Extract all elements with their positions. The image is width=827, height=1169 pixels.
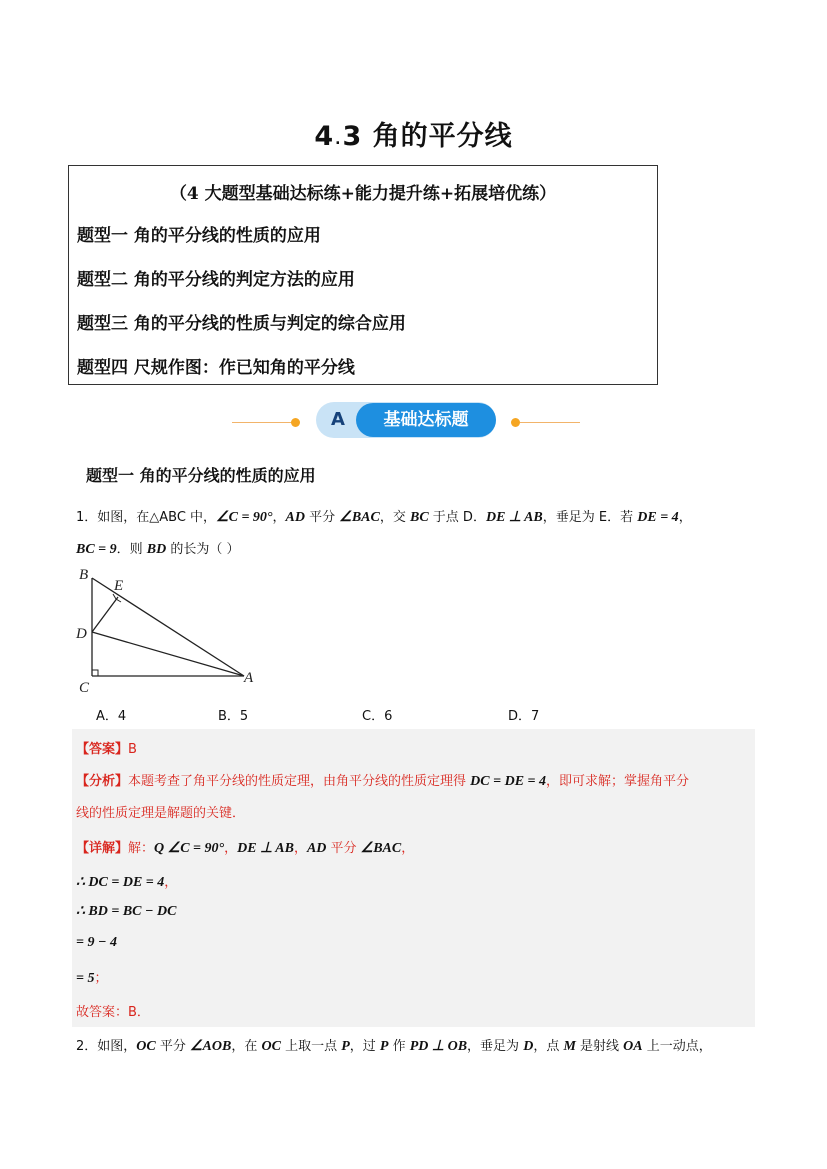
q2-math: PD ⊥ OB (409, 1039, 468, 1054)
option-c[interactable]: C．6 (362, 709, 393, 724)
step-1-math: ∴ DC = DE = 4 (76, 875, 165, 890)
q2-math: ∠AOB (190, 1039, 232, 1054)
banner-line-left (232, 422, 292, 423)
outline-item-3: 题型三 角的平分线的性质与判定的综合应用 (77, 314, 406, 334)
q1-text: ，交 (379, 510, 410, 525)
step-1 (76, 871, 177, 891)
q2-text: ，点 (533, 1039, 564, 1054)
analysis-math: DC = DE = 4 (470, 774, 547, 789)
q1-math: DE ⊥ AB (485, 510, 543, 525)
outline-item-2: 题型二 角的平分线的判定方法的应用 (77, 270, 355, 290)
q2-text: 平分 (155, 1039, 190, 1054)
page-title (0, 114, 827, 153)
banner-line-right (520, 422, 580, 423)
segment-de (92, 597, 118, 632)
label-e: E (114, 578, 124, 594)
step-3 (76, 935, 117, 951)
section-banner (316, 402, 496, 438)
label-c: C (79, 680, 90, 696)
q1-text: ，垂足为 E．若 (542, 510, 638, 525)
q1-math: BC = 9 (76, 542, 117, 557)
detail-text: ， (401, 841, 415, 856)
q1-line2 (76, 538, 240, 558)
banner-dot-left (291, 418, 300, 427)
q2-math: P (341, 1039, 350, 1054)
q2-text: ，在 (231, 1039, 262, 1054)
outline-item-4: 题型四 尺规作图：作已知角的平分线 (77, 358, 355, 378)
conclusion: 故答案：B． (76, 1005, 150, 1020)
q2-math: OA (623, 1039, 643, 1054)
detail-tag: 【详解】 (76, 841, 129, 856)
option-d[interactable]: D．7 (508, 709, 540, 724)
analysis-text: 本题考查了角平分线的性质定理，由角平分线的性质定理得 (128, 774, 471, 789)
banner-letter: A (331, 409, 345, 430)
option-b[interactable]: B．5 (218, 709, 249, 724)
q1-math: ∠C = 90° (216, 510, 273, 525)
label-b: B (79, 567, 89, 583)
detail-text: ， (293, 841, 307, 856)
answer-value: B (128, 742, 137, 757)
q2-line1 (76, 1035, 712, 1055)
analysis-line2: 线的性质定理是解题的关键． (76, 806, 246, 821)
q1-text: 的长为（ ） (166, 542, 240, 557)
q1-line1 (76, 506, 692, 526)
step-4-end: ； (94, 971, 108, 986)
banner-label: 基础达标题 (356, 403, 496, 437)
q2-text: ，垂足为 (467, 1039, 524, 1054)
q1-text: 1．如图，在△ABC 中， (76, 510, 217, 525)
outline-subtitle: （4 大题型基础达标练+能力提升练+拓展培优练） (169, 184, 557, 204)
q2-math: OC (136, 1039, 156, 1054)
label-a: A (244, 670, 254, 686)
q1-text: ， (272, 510, 286, 525)
q2-text: ，过 (349, 1039, 380, 1054)
detail-text: ， (224, 841, 238, 856)
answer-line (76, 738, 137, 757)
detail-math: DE ⊥ AB (237, 841, 294, 856)
outline-item-1: 题型一 角的平分线的性质的应用 (77, 226, 321, 246)
title-number-b: 3 (342, 121, 363, 152)
detail-math: Q ∠C = 90° (154, 841, 225, 856)
title-dot: . (335, 132, 342, 148)
step-4 (76, 967, 108, 987)
q2-text: 是射线 (575, 1039, 624, 1054)
q2-math: P (379, 1039, 389, 1054)
analysis-tag: 【分析】 (76, 774, 129, 789)
answer-tag: 【答案】 (76, 742, 129, 757)
banner-dot-right (511, 418, 520, 427)
right-angle-c (92, 670, 98, 676)
q2-text: 作 (388, 1039, 410, 1054)
title-number-a: 4 (314, 121, 335, 152)
step-2-math: ∴ BD = BC − DC (76, 904, 177, 919)
label-d: D (76, 626, 87, 642)
analysis-line1 (76, 770, 689, 790)
q2-text: 上一动点， (642, 1039, 712, 1054)
option-a[interactable]: A．4 (96, 709, 127, 724)
section-title: 题型一 角的平分线的性质的应用 (86, 466, 316, 485)
outline-box (68, 165, 658, 385)
segment-da (92, 632, 244, 676)
q1-math: ∠BAC (339, 510, 380, 525)
q2-math: D (523, 1039, 534, 1054)
q1-math: BC (409, 510, 429, 525)
detail-text: 解： (128, 841, 155, 856)
detail-line (76, 837, 414, 857)
step-4-math: = 5 (76, 971, 95, 986)
q1-math: BD (146, 542, 167, 557)
detail-math: AD (306, 841, 327, 856)
detail-math: ∠BAC (360, 841, 402, 856)
step-3-math: = 9 − 4 (76, 935, 117, 950)
analysis-text: ，即可求解；掌握角平分 (546, 774, 690, 789)
q1-text: 平分 (305, 510, 340, 525)
q1-math: DE = 4 (637, 510, 679, 525)
step-1-end: ， (164, 875, 178, 890)
q1-math: AD (285, 510, 305, 525)
q2-text: 2．如图， (76, 1039, 137, 1054)
q2-math: M (563, 1039, 576, 1054)
detail-text: 平分 (326, 841, 361, 856)
q2-text: 上取一点 (280, 1039, 342, 1054)
step-2 (76, 903, 176, 920)
q1-text: ．则 (116, 542, 147, 557)
q1-text: ， (678, 510, 692, 525)
title-text: 角的平分线 (372, 121, 513, 152)
triangle-figure (70, 562, 270, 697)
q2-math: OC (261, 1039, 281, 1054)
q1-text: 于点 D． (428, 510, 486, 525)
